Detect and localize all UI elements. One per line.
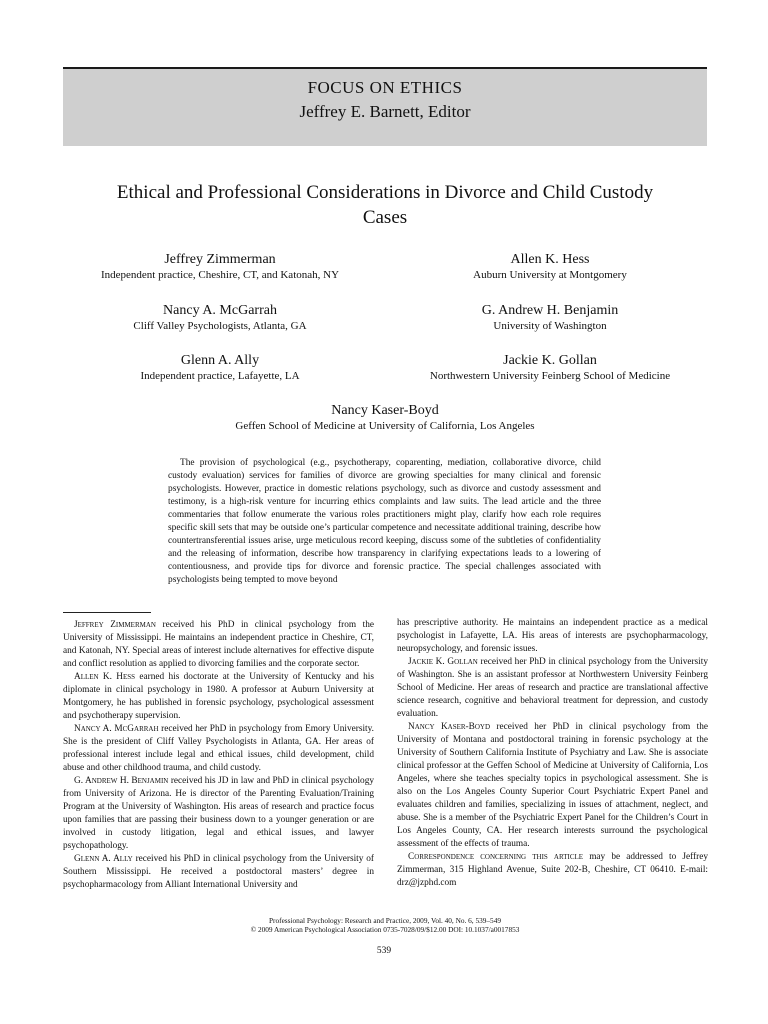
author-block — [385, 353, 715, 383]
section-title: FOCUS ON ETHICS — [307, 78, 463, 97]
author-name: G. Andrew H. Benjamin — [481, 303, 619, 318]
author-note-text: received her PhD in clinical psychology from the University of Washington. She is an assistant professor at Northwestern University Feinberg School of Medicine. Her areas of research and practice are translational affective science research, cognitive and behavioral treatment for depression, and custody evaluation. — [397, 657, 708, 719]
author-block — [55, 252, 385, 282]
author-note — [397, 721, 708, 851]
author-block — [55, 353, 385, 383]
section-editor: Jeffrey E. Barnett, Editor — [299, 102, 471, 121]
author-note-text: received his JD in law and PhD in clinical psychology from University of Arizona. He is director of the Parenting Evaluation/Training Program at the University of Washington. His areas of research and practice focus upon families that are passing their business down to a younger generation or are involved in custody litigation, legal and ethical issues, and lawyer psychopathology. — [63, 776, 374, 851]
journal-citation: Professional Psychology: Research and Practice, 2009, Vol. 40, No. 6, 539–549 — [269, 916, 501, 925]
author-name: Jackie K. Gollan — [503, 353, 597, 368]
author-block — [55, 303, 385, 333]
author-block — [385, 303, 715, 333]
author-note-name: Nancy Kaser-Boyd — [408, 722, 491, 732]
author-block — [185, 403, 585, 433]
author-note-text: received his PhD in clinical psychology from the University of Southern Mississippi. He received a postdoctoral masters’ degree in psychopharmacology from Alliant International University and — [63, 854, 374, 890]
author-note — [63, 671, 374, 723]
author-affiliation: Geffen School of Medicine at University of California, Los Angeles — [235, 420, 535, 432]
author-name: Nancy Kaser-Boyd — [331, 403, 439, 418]
author-note-text: received his PhD in clinical psychology from the University of Mississippi. He maintains an independent practice in Cheshire, CT, and Katonah, NY. Special areas of interest include alternatives for effective dispute and conflict resolution as applied to divorcing families and the corporate sector. — [63, 620, 374, 669]
author-note-text: earned his doctorate at the University of Kentucky and his diplomate in clinical psychology in 1980. A professor at Auburn University at Montgomery, he has published in forensic psychology, psychological assessment and psychotherapy supervision. — [63, 672, 374, 721]
author-name: Glenn A. Ally — [180, 353, 260, 368]
author-note-text: received her PhD in psychology from Emory University. She is the president of Cliff Valley Psychologists in Atlanta, GA. Her areas of professional interest include legal and ethical issues, child development, child abuse and other childhood trauma, and child custody. — [63, 724, 374, 773]
author-affiliation: Cliff Valley Psychologists, Atlanta, GA — [133, 320, 307, 332]
author-notes-left — [63, 619, 374, 892]
footnote-divider — [63, 612, 151, 613]
author-affiliation: Independent practice, Cheshire, CT, and Katonah, NY — [100, 269, 340, 281]
author-name: Nancy A. McGarrah — [163, 303, 277, 318]
correspondence-label: Correspondence concerning this article — [408, 852, 584, 862]
correspondence-text: may be addressed to Jeffrey Zimmerman, 315 Highland Avenue, Suite 202-B, Cheshire, CT 06410. E-mail: drz@jzphd.com — [397, 852, 708, 888]
author-note-name: Jackie K. Gollan — [408, 657, 478, 667]
author-note-text: received her PhD in clinical psychology from the University of Montana and postdoctoral training in forensic psychology at the University of Southern California Institute of Psychiatry and Law. She is associate clinical professor at the Geffen School of Medicine at University of California, Los Angeles, where she teaches specialty topics in psychological assessment. She is also on the Los Angeles County Superior Court Psychiatric Expert Panel and evaluates children and families, specializing in issues of attachment, neglect, and abuse. She is a member of the Psychiatric Expert Panel for the Children’s Court in Los Angeles County, CA. Her research interests surround the psychological assessment of the effects of trauma. — [397, 722, 708, 849]
section-banner — [63, 67, 707, 146]
author-affiliation: Auburn University at Montgomery — [473, 269, 627, 281]
page-number: 539 — [376, 946, 392, 956]
copyright-line: © 2009 American Psychological Association 0735-7028/09/$12.00 DOI: 10.1037/a0017853 — [250, 925, 520, 934]
author-block — [385, 252, 715, 282]
author-note — [397, 656, 708, 721]
author-note — [63, 619, 374, 671]
author-note-name: G. Andrew H. Benjamin — [74, 776, 169, 786]
article-title: Ethical and Professional Considerations in Divorce and Child Custody Cases — [116, 182, 654, 228]
author-note — [63, 853, 374, 892]
author-notes-right — [397, 617, 708, 890]
author-note-continuation: has prescriptive authority. He maintains an independent practice as a medical psychologist in Lafayette, LA. His areas of interests are psychopharmacology, neuropsychology, and forensic issues. — [397, 618, 708, 654]
author-name: Allen K. Hess — [510, 252, 590, 267]
journal-footer — [150, 916, 620, 934]
author-affiliation: University of Washington — [493, 320, 607, 332]
author-note-name: Jeffrey Zimmerman — [74, 620, 156, 630]
author-name: Jeffrey Zimmerman — [164, 252, 276, 267]
author-note-name: Glenn A. Ally — [74, 854, 133, 864]
author-note-name: Allen K. Hess — [74, 672, 136, 682]
author-note — [63, 723, 374, 775]
abstract: The provision of psychological (e.g., psychotherapy, coparenting, mediation, collaborative divorce, child custody evaluation) services for families of divorce are growing specialties for many clinical and forensic psychologists. However, practice in domestic relations psychology, such as divorce and custody assessment and testimony, is a high-risk venture for incurring ethics complaints and law suits. The lead article and the three commentaries that follow enumerate the various roles practitioners might play, clarify how each role requires specific skill sets that may be outside one’s particular competence and necessitate additional training, describe how countertransferential issues arise, urge meticulous record keeping, discuss some of the subtleties of confidentiality and the releasing of information, describe how transparency in clarifying expectations leads to a lowering of contentiousness, and provide tips for divorce and forensic practice. The special challenges associated with psychologists being tempted to move beyond — [168, 458, 601, 585]
author-affiliation: Northwestern University Feinberg School of Medicine — [429, 370, 671, 382]
correspondence-note — [397, 851, 708, 890]
author-note — [63, 775, 374, 853]
author-affiliation: Independent practice, Lafayette, LA — [140, 370, 300, 382]
author-note-name: Nancy A. McGarrah — [74, 724, 159, 734]
